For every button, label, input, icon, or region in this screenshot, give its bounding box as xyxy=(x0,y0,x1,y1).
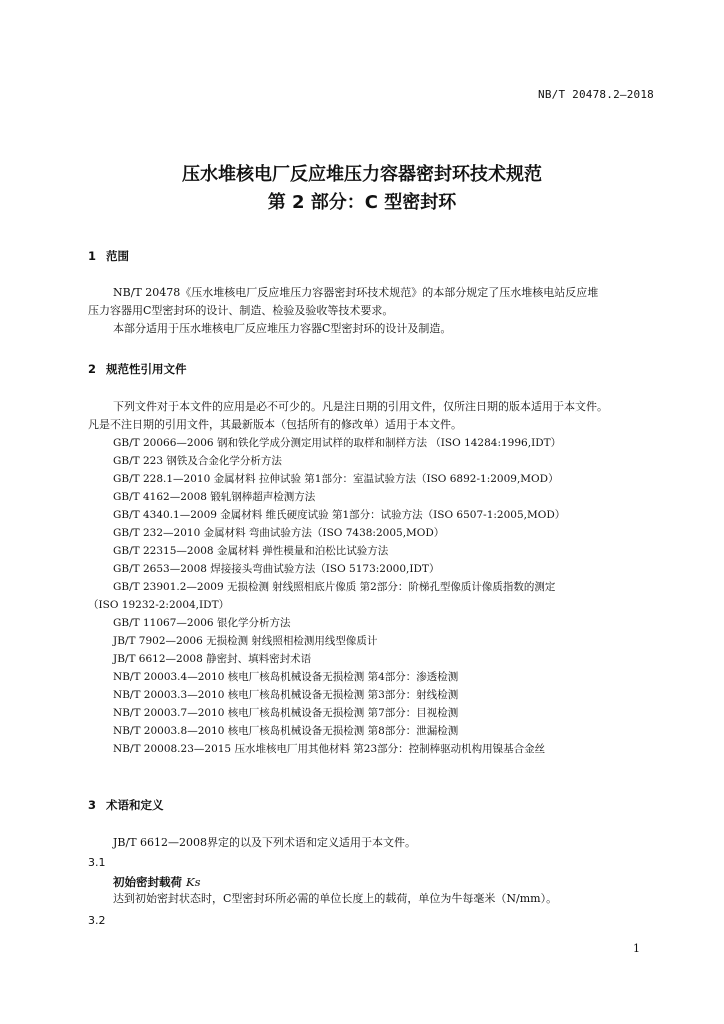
standard-code: NB/T 20478.2—2018 xyxy=(538,88,654,101)
document-title: 压水堆核电厂反应堆压力容器密封环技术规范 xyxy=(182,164,542,185)
reference-item: GB/T 23901.2—2009 无损检测 射线照相底片像质 第2部分：阶梯孔型像质计像质指数的测定 xyxy=(113,581,556,593)
reference-item: GB/T 4340.1—2009 金属材料 维氏硬度试验 第1部分：试验方法（ISO 6507-1:2005,MOD） xyxy=(113,509,566,521)
clause-number: 3.1 xyxy=(88,856,106,869)
section-title: 范围 xyxy=(106,249,129,263)
term-symbol: Ks xyxy=(186,875,201,889)
section-title: 规范性引用文件 xyxy=(106,362,187,376)
reference-item: GB/T 228.1—2010 金属材料 拉伸试验 第1部分：室温试验方法（ISO 6892-1:2009,MOD） xyxy=(113,473,559,485)
section-1-heading xyxy=(88,248,129,264)
clause-number: 3.2 xyxy=(88,914,106,927)
reference-item: NB/T 20003.4—2010 核电厂核岛机械设备无损检测 第4部分：渗透检测 xyxy=(113,671,459,683)
paragraph: 下列文件对于本文件的应用是必不可少的。凡是注日期的引用文件，仅所注日期的版本适用于本文件。 xyxy=(113,400,608,413)
paragraph: NB/T 20478《压水堆核电厂反应堆压力容器密封环技术规范》的本部分规定了压水堆核电站反应堆 xyxy=(113,286,599,299)
reference-item: NB/T 20003.8—2010 核电厂核岛机械设备无损检测 第8部分：泄漏检测 xyxy=(113,725,459,737)
term-heading xyxy=(113,874,201,890)
term-definition: 达到初始密封状态时，C型密封环所必需的单位长度上的载荷，单位为牛每毫米（N/mm）。 xyxy=(113,892,558,905)
document-subtitle: 第 2 部分：C 型密封环 xyxy=(267,192,457,213)
paragraph: 压力容器用C型密封环的设计、制造、检验及验收等技术要求。 xyxy=(88,304,394,317)
section-number: 1 xyxy=(88,249,97,263)
section-number: 2 xyxy=(88,362,97,376)
section-3-heading xyxy=(88,797,164,813)
reference-item: GB/T 232—2010 金属材料 弯曲试验方法（ISO 7438:2005,MOD） xyxy=(113,527,445,539)
paragraph: 凡是不注日期的引用文件，其最新版本（包括所有的修改单）适用于本文件。 xyxy=(88,418,462,431)
reference-item: JB/T 6612—2008 静密封、填料密封术语 xyxy=(113,653,312,665)
reference-item: NB/T 20003.7—2010 核电厂核岛机械设备无损检测 第7部分：目视检测 xyxy=(113,707,459,719)
page-number: 1 xyxy=(633,942,640,955)
paragraph: JB/T 6612—2008界定的以及下列术语和定义适用于本文件。 xyxy=(113,836,417,849)
reference-item: NB/T 20003.3—2010 核电厂核岛机械设备无损检测 第3部分：射线检测 xyxy=(113,689,459,701)
reference-item: JB/T 7902—2006 无损检测 射线照相检测用线型像质计 xyxy=(113,635,378,647)
reference-item-continuation: （ISO 19232-2:2004,IDT） xyxy=(88,599,230,611)
section-2-heading xyxy=(88,361,187,377)
reference-item: GB/T 2653—2008 焊接接头弯曲试验方法（ISO 5173:2000,IDT） xyxy=(113,563,440,575)
reference-item: GB/T 20066—2006 钢和铁化学成分测定用试样的取样和制样方法 （ISO 14284:1996,IDT） xyxy=(113,437,562,449)
reference-item: NB/T 20008.23—2015 压水堆核电厂用其他材料 第23部分：控制棒驱动机构用镍基合金丝 xyxy=(113,743,546,755)
term-name: 初始密封载荷 xyxy=(113,875,182,889)
section-number: 3 xyxy=(88,798,97,812)
reference-item: GB/T 4162—2008 锻轧钢棒超声检测方法 xyxy=(113,491,316,503)
reference-list xyxy=(88,434,668,758)
section-title: 术语和定义 xyxy=(106,798,164,812)
reference-item: GB/T 22315—2008 金属材料 弹性模量和泊松比试验方法 xyxy=(113,545,389,557)
paragraph: 本部分适用于压水堆核电厂反应堆压力容器C型密封环的设计及制造。 xyxy=(113,322,452,335)
reference-item: GB/T 223 钢铁及合金化学分析方法 xyxy=(113,455,282,467)
reference-item: GB/T 11067—2006 银化学分析方法 xyxy=(113,617,291,629)
